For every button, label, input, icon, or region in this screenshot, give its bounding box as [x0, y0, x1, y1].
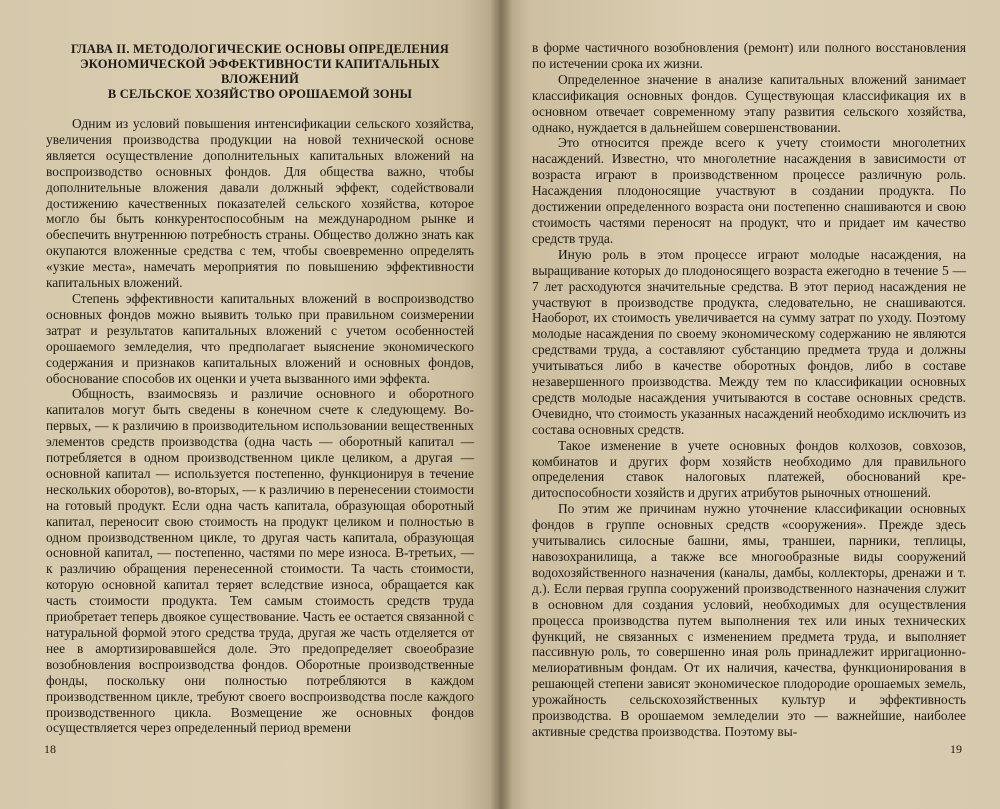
- paragraph: Определенное значение в анализе капитальных вложений занимает классификация основных фондов. Существующая классификация их в основном отвечает современному этапу развития сельского хозяйства, однако, нуждается в дальнейшем совершенствовании.: [532, 71, 966, 135]
- paragraph: Это относится прежде всего к учету стоимости многолетних насаждений. Известно, что многолетние насаждения в зависимости от возраста играют в производственном процессе различную роль. Насаждения плодоносящие участвуют в создании продукта. По достижении определенного возраста они постепенно снашиваются и свою стоимость частями переносят на продукт, что и придает им качество средств труда.: [532, 135, 966, 246]
- chapter-heading: [46, 42, 474, 102]
- page-number: 19: [950, 742, 962, 756]
- heading-line: В СЕЛЬСКОЕ ХОЗЯЙСТВО ОРОШАЕМОЙ ЗОНЫ: [107, 87, 413, 101]
- paragraph: Иную роль в этом процессе играют молодые насаждения, на выращивание которых до плодоносящего возраста ежегодно в течение 5 — 7 лет расходуются значительные средства. В этот период насаждения не участвуют в производстве продукта, следовательно, не снашиваются. Наоборот, их стоимость увеличивается на сумму затрат по уходу. Поэтому молодые насаждения по своему экономическому содержанию не являются средствами труда, а составляют субстанцию предмета труда и должны учитываться либо в качестве оборотных фондов, либо в составе незавершенного производства. Между тем по классификации основных средств молодые насаждения учитываются в составе основных средств. Очевидно, что стоимость указанных насаждений необходимо исключить из состава основных средств.: [532, 246, 966, 437]
- page-number: 18: [44, 742, 56, 756]
- heading-line: ЭКОНОМИЧЕСКОЙ ЭФФЕКТИВНОСТИ КАПИТАЛЬНЫХ ВЛОЖЕНИЙ: [80, 57, 440, 86]
- paragraph: в форме частичного возобновления (ремонт) или полного восстановления по истечении срока их жизни.: [532, 40, 966, 71]
- right-page: [500, 0, 1000, 809]
- paragraph: Такое изменение в учете основных фондов колхозов, совхозов, комбинатов и других форм хозяйств необходимо для правильного определения ставок налоговых платежей, обоснований кредитоспособности хозяйств и других атрибутов рыночных отношений.: [532, 437, 966, 501]
- paragraph: Одним из условий повышения интенсификации сельского хозяйства, увеличения производства продукции на новой технической основе является осуществление дополнительных капитальных вложений на воспроизводство основных фондов. Для общества важно, чтобы дополнительные вложения давали должный эффект, содействовали достижению качественных показателей сельского хозяйства, которое могло бы быть конкурентоспособным на международном рынке и обеспечить внутреннюю потребность страны. Общество должно знать как окупаются вложенные средства с тем, чтобы своевременно определять «узкие места», намечать мероприятия по повышению эффективности капитальных вложений.: [46, 116, 474, 291]
- heading-line: ГЛАВА II. МЕТОДОЛОГИЧЕСКИЕ ОСНОВЫ ОПРЕДЕЛЕНИЯ: [70, 42, 450, 56]
- book-gutter: [490, 0, 512, 809]
- paragraph: Степень эффективности капитальных вложений в воспроизводство основных фондов можно выявить только при правильном соизмерении затрат и результатов капитальных вложений с учетом особенностей орошаемого земледелия, что предполагает выяснение экономического содержания и признаков капитальных вложений и основных фондов, обоснование способов их оценки и учета вызванного ими эффекта.: [46, 290, 474, 386]
- paragraph: Общность, взаимосвязь и различие основного и оборотного капиталов могут быть сведены в конечном счете к следующему. Во-первых, — к различию в производительном использовании вещественных элементов средств производства (одна часть — оборотный капитал — потребляется в одном производственном цикле целиком, а другая — основной капитал — используется постепенно, функционируя в течение нескольких оборотов), во-вторых, — к различию в перенесении стоимости на готовый продукт. Если одна часть капитала, образующая оборотный капитал, переносит свою стоимость на продукт целиком и полностью в одном производственном цикле, то другая часть капитала, образующая основной капитал, — постепенно, частями по мере износа. В-третьих, — к различию обращения перенесенной стоимости. Та часть стоимости, которую основной капитал теряет вследствие износа, обращается как часть стоимости продукта. Тем самым стоимость средств труда приобретает теперь двоякое существование. Часть ее остается связанной с натуральной формой этого средства труда, другая же часть отделяется от нее в амортизировавшейся доле. Это предопределяет своеобразие возобновления воспроизводства фондов. Оборотные производственные фонды, поскольку они полностью потребляются в каждом производственном цикле, требуют своего воспроизводства после каждого производственного цикла. Возмещение же основных фондов осуществляется через определенный период времени: [46, 386, 474, 736]
- paragraph: По этим же причинам нужно уточнение классификации основных фондов в группе основных средств «сооружения». Прежде здесь учитывались силосные башни, ямы, траншеи, парники, теплицы, навозохранилища, а также все многообразные виды сооружений водохозяйственного назначения (каналы, дамбы, коллекторы, дренажи и т. д.). Если первая группа сооружений производственного назначения служит в основном для создания условий, необходимых для осуществления процесса производства путем выполнения тех или иных технических функций, не связанных с изменением предмета труда, и выполняет пассивную роль, то совершенно иная роль принадлежит ирригационно-мелиоративным фондам. От их наличия, качества, функционирования в решающей степени зависят экономическое плодородие орошаемых земель, урожайность сельскохозяйственных культур и эффективность производства. В орошаемом земледелии это — важнейшие, наиболее активные средства производства. Поэтому вы-: [532, 501, 966, 739]
